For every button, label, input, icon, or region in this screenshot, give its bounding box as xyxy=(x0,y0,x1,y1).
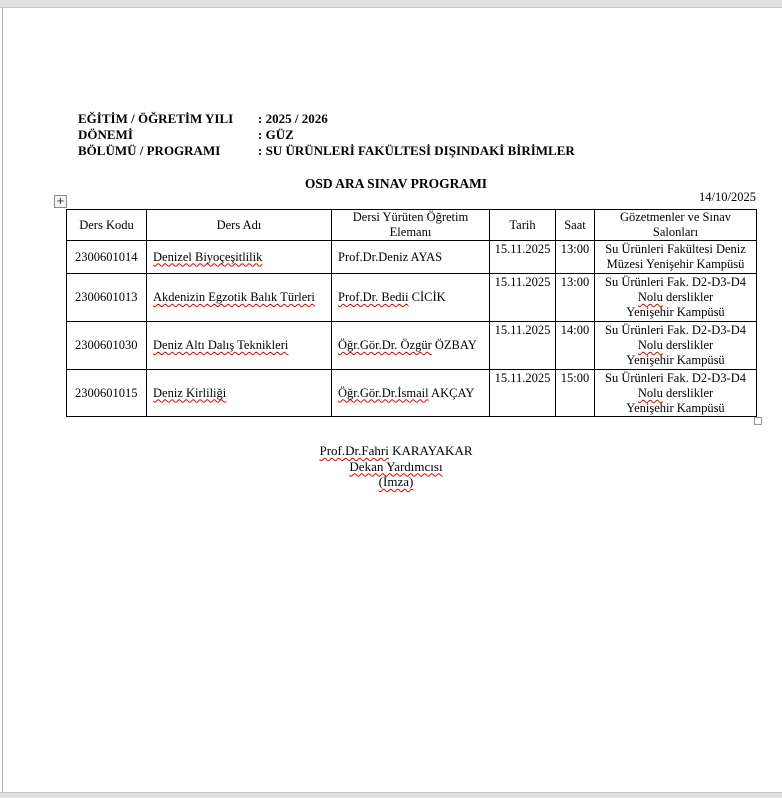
course-code-cell: 2300601030 xyxy=(67,322,147,370)
document-info-block xyxy=(78,111,575,159)
instructor-text: Prof.Dr.Deniz AYAS xyxy=(338,249,443,264)
instructor-cell xyxy=(332,241,490,274)
col-header-date: Tarih xyxy=(490,210,556,241)
salon-cell xyxy=(595,322,757,370)
course-code-cell: 2300601014 xyxy=(67,241,147,274)
course-name-text: Akdenizin Egzotik Balık Türleri xyxy=(153,290,315,304)
salon-flagged-text: Nolu xyxy=(637,386,663,400)
course-name-cell xyxy=(147,241,332,274)
salon-line-2-text: Müzesi Yenişehir Kampüsü xyxy=(606,257,745,271)
exam-schedule-table xyxy=(66,209,757,417)
salon-line-2-text: derslikler xyxy=(662,386,714,400)
col-header-time: Saat xyxy=(556,210,595,241)
info-row-term xyxy=(78,127,575,143)
salon-line-2-text: derslikler xyxy=(662,290,714,304)
course-name-cell xyxy=(147,274,332,322)
signature-name-flagged: Prof.Dr.Fahri xyxy=(319,443,389,458)
table-row xyxy=(67,322,757,370)
signature-imza xyxy=(66,474,726,490)
signature-block xyxy=(66,443,726,490)
course-name-cell xyxy=(147,322,332,370)
col-header-code: Ders Kodu xyxy=(67,210,147,241)
salon-line-1: Su Ürünleri Fak. D2-D3-D4 xyxy=(605,371,746,385)
info-label-year: EĞİTİM / ÖĞRETİM YILI xyxy=(78,111,234,126)
course-name-text: Deniz Altı Dalış Teknikleri xyxy=(153,338,289,352)
signature-name-rest: KARAYAKAR xyxy=(388,443,473,458)
exam-date-cell: 15.11.2025 xyxy=(490,241,556,274)
exam-date-cell: 15.11.2025 xyxy=(490,370,556,417)
table-header-row xyxy=(67,210,757,241)
salon-line-2 xyxy=(597,290,754,305)
table-row xyxy=(67,370,757,417)
instructor-cell xyxy=(332,370,490,417)
signature-imza-text: (İmza) xyxy=(378,474,414,489)
info-label-program: BÖLÜMÜ / PROGRAMI xyxy=(78,143,221,158)
info-row-year xyxy=(78,111,575,127)
course-code-cell: 2300601013 xyxy=(67,274,147,322)
salon-line-3: Yenişehir Kampüsü xyxy=(626,353,725,367)
info-value-year: : 2025 / 2026 xyxy=(258,111,328,126)
instructor-text: AKÇAY xyxy=(428,385,475,400)
salon-line-2 xyxy=(597,386,754,401)
salon-cell xyxy=(595,370,757,417)
page-gap-top xyxy=(0,0,782,8)
course-name-text: Denizel Biyoçeşitlilik xyxy=(153,249,263,264)
salon-line-2 xyxy=(597,257,754,272)
exam-time-cell: 13:00 xyxy=(556,274,595,322)
salon-cell xyxy=(595,241,757,274)
exam-time-cell: 15:00 xyxy=(556,370,595,417)
salon-line-3: Yenişehir Kampüsü xyxy=(626,401,725,415)
instructor-cell xyxy=(332,322,490,370)
table-row xyxy=(67,241,757,274)
col-header-instructor: Dersi Yürüten Öğretim Elemanı xyxy=(332,210,490,241)
salon-line-1: Su Ürünleri Fak. D2-D3-D4 xyxy=(605,323,746,337)
signature-role xyxy=(66,459,726,475)
document-date: 14/10/2025 xyxy=(699,190,756,204)
info-value-program: : SU ÜRÜNLERİ FAKÜLTESİ DIŞINDAKİ BİRİMLER xyxy=(258,143,575,158)
exam-date-cell: 15.11.2025 xyxy=(490,274,556,322)
info-value-term: : GÜZ xyxy=(258,127,294,142)
exam-date-cell: 15.11.2025 xyxy=(490,322,556,370)
salon-line-2 xyxy=(597,338,754,353)
table-resize-handle[interactable] xyxy=(754,417,762,425)
exam-time-cell: 14:00 xyxy=(556,322,595,370)
page-title: OSD ARA SINAV PROGRAMI xyxy=(304,176,488,191)
course-name-text: Deniz Kirliliği xyxy=(153,385,227,400)
salon-flagged-text: Nolu xyxy=(637,338,663,352)
page-gap-bottom xyxy=(0,792,782,798)
instructor-text: ÖZBAY xyxy=(431,338,477,352)
salon-flagged-text: Nolu xyxy=(637,290,663,304)
table-row xyxy=(67,274,757,322)
instructor-text: CİCİK xyxy=(408,290,446,304)
salon-line-1: Su Ürünleri Fak. D2-D3-D4 xyxy=(605,275,746,289)
salon-line-3: Yenişehir Kampüsü xyxy=(626,305,725,319)
salon-line-2-text: derslikler xyxy=(662,338,714,352)
instructor-flagged-text: Öğr.Gör.Dr.İsmail xyxy=(338,385,429,400)
move-cross-icon: + xyxy=(56,196,65,207)
info-label-term: DÖNEMİ xyxy=(78,127,133,142)
col-header-name: Ders Adı xyxy=(147,210,332,241)
col-header-salon: Gözetmenler ve Sınav Salonları xyxy=(595,210,757,241)
instructor-flagged-text: Öğr.Gör.Dr. Özgür xyxy=(338,338,432,352)
instructor-flagged-text: Prof.Dr. Bedii xyxy=(338,290,409,304)
signature-role-text: Dekan Yardımcısı xyxy=(349,458,443,474)
signature-name xyxy=(66,443,726,459)
salon-cell xyxy=(595,274,757,322)
page-edge-left xyxy=(2,7,3,792)
table-move-handle[interactable] xyxy=(54,195,67,208)
instructor-cell xyxy=(332,274,490,322)
course-name-cell xyxy=(147,370,332,417)
exam-time-cell: 13:00 xyxy=(556,241,595,274)
salon-line-1: Su Ürünleri Fakültesi Deniz xyxy=(605,242,746,256)
course-code-cell: 2300601015 xyxy=(67,370,147,417)
info-row-program xyxy=(78,143,575,159)
